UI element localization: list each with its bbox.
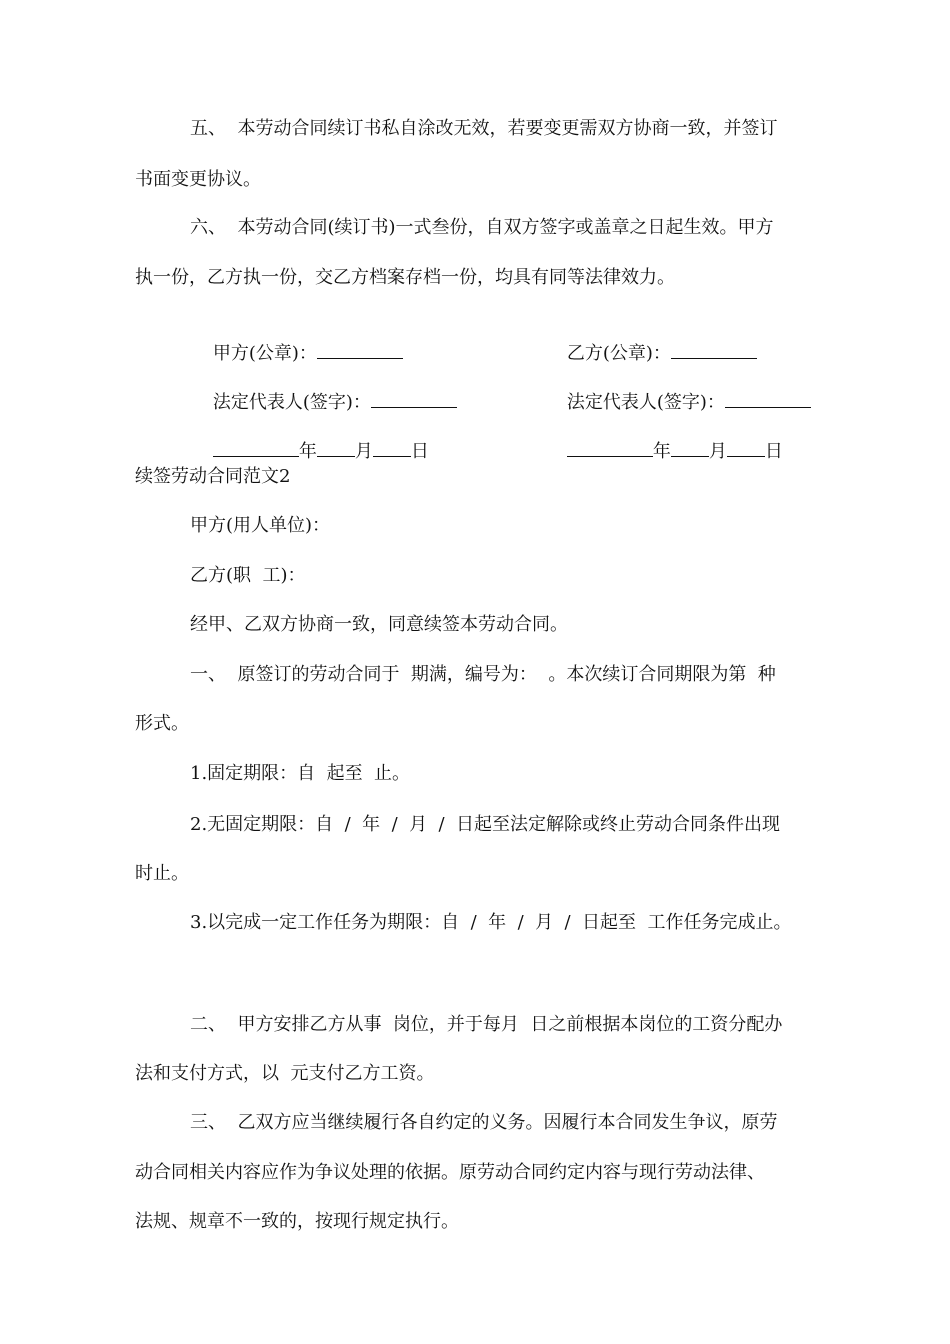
rep-a-label: 法定代表人(签字)：: [212, 392, 371, 413]
date-b-month-blank: [671, 438, 709, 457]
section-title: 续签劳动合同范文2: [135, 466, 291, 487]
intro-line: 经甲、乙双方协商一致，同意续签本劳动合同。: [190, 614, 568, 635]
option-2-line-2: 时止。: [135, 863, 189, 884]
rep-b-blank: [725, 389, 811, 408]
clause-2-line-2: 法和支付方式，以 元支付乙方工资。: [135, 1063, 435, 1084]
option-2-line-1: 2.无固定期限：自 / 年 / 月 / 日起至法定解除或终止劳动合同条件出现: [190, 814, 781, 835]
rep-a-blank: [371, 389, 457, 408]
party-b-seal-blank: [671, 340, 757, 359]
clause-6-line-2: 执一份，乙方执一份，交乙方档案存档一份，均具有同等法律效力。: [135, 267, 675, 288]
clause-2-line-1: 二、 甲方安排乙方从事 岗位，并于每月 日之前根据本岗位的工资分配办: [190, 1014, 783, 1035]
clause-6-line-1: 六、 本劳动合同(续订书)一式叁份，自双方签字或盖章之日起生效。甲方: [190, 217, 774, 238]
date-b-month-label: 月: [708, 441, 727, 462]
clause-3-line-3: 法规、规章不一致的，按现行规定执行。: [135, 1211, 459, 1232]
date-a-year-label: 年: [298, 441, 317, 462]
date-b-field: [544, 412, 783, 491]
clause-3-line-1: 三、 乙双方应当继续履行各自约定的义务。因履行本合同发生争议，原劳: [190, 1112, 778, 1133]
date-b-year-blank: [567, 438, 653, 457]
party-a-line: 甲方(用人单位)：: [190, 515, 331, 536]
date-a-month-blank: [317, 438, 355, 457]
option-3-line: 3.以完成一定工作任务为期限：自 / 年 / 月 / 日起至 工作任务完成止。: [190, 912, 792, 933]
date-a-day-blank: [373, 438, 411, 457]
party-a-seal-label: 甲方(公章)：: [212, 343, 317, 364]
party-b-line: 乙方(职 工)：: [190, 565, 306, 586]
date-a-day-label: 日: [410, 441, 429, 462]
clause-1-line-2: 形式。: [135, 713, 189, 734]
date-b-year-label: 年: [652, 441, 671, 462]
option-1-line: 1.固定期限：自 起至 止。: [190, 763, 411, 784]
rep-b-label: 法定代表人(签字)：: [566, 392, 725, 413]
party-b-seal-label: 乙方(公章)：: [566, 343, 671, 364]
clause-5-line-1: 五、 本劳动合同续订书私自涂改无效，若要变更需双方协商一致，并签订: [190, 118, 778, 139]
clause-3-line-2: 动合同相关内容应作为争议处理的依据。原劳动合同约定内容与现行劳动法律、: [135, 1162, 765, 1183]
party-a-seal-blank: [317, 340, 403, 359]
date-b-day-blank: [727, 438, 765, 457]
date-b-day-label: 日: [764, 441, 783, 462]
clause-5-line-2: 书面变更协议。: [135, 169, 261, 190]
date-a-month-label: 月: [354, 441, 373, 462]
clause-1-line-1: 一、 原签订的劳动合同于 期满，编号为： 。本次续订合同期限为第 种: [190, 664, 776, 685]
date-a-year-blank: [213, 438, 299, 457]
